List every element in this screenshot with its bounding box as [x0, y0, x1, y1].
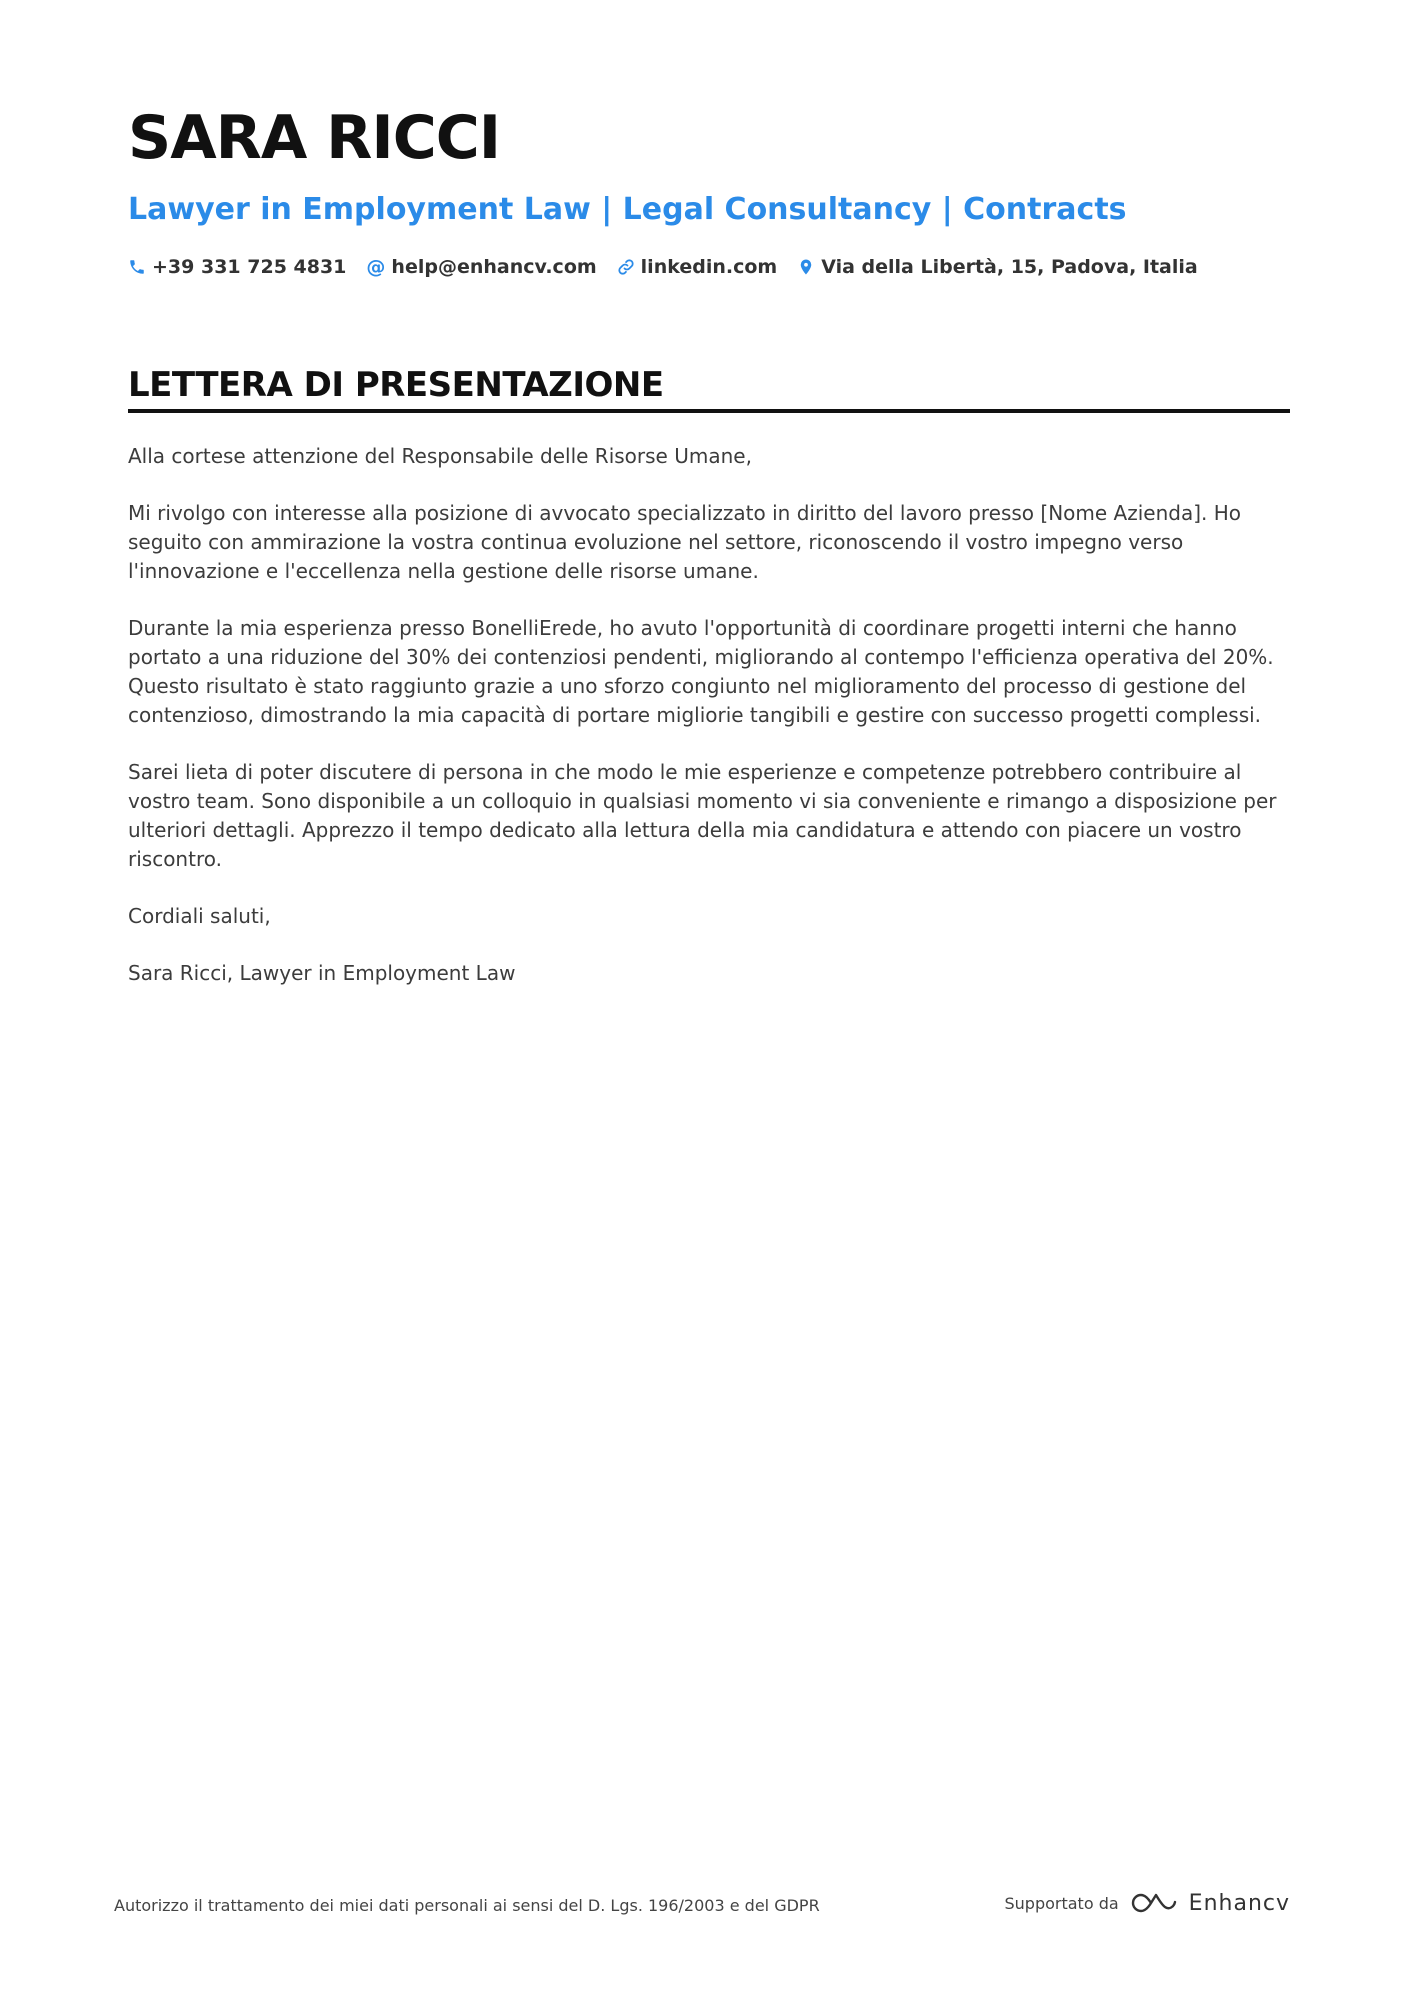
contact-address [797, 256, 1198, 278]
section-title: LETTERA DI PRESENTAZIONE [128, 365, 664, 405]
phone-number: +39 331 725 4831 [152, 256, 347, 278]
contact-email[interactable] [366, 256, 596, 278]
contact-bar [128, 256, 1218, 278]
contact-link[interactable] [617, 256, 778, 278]
address-text: Via della Libertà, 15, Padova, Italia [821, 256, 1198, 278]
enhancv-logo-icon [1131, 1890, 1179, 1916]
link-icon [617, 258, 635, 276]
contact-phone[interactable] [128, 256, 346, 278]
candidate-headline: Lawyer in Employment Law | Legal Consultancy | Contracts [128, 192, 1127, 227]
letter-signature: Sara Ricci, Lawyer in Employment Law [128, 961, 516, 985]
phone-icon [128, 258, 146, 276]
letter-paragraph: Sarei lieta di poter discutere di persona in che modo le mie esperienze e competenze potrebbero contribuire al vostro team. Sono disponibile a un colloquio in qualsiasi momento vi sia conveniente e rimango a disposizione per ulteriori dettagli. Apprezzo il tempo dedicato alla lettura della mia candidatura e attendo con piacere un vostro riscontro. [128, 760, 1277, 871]
location-pin-icon [797, 258, 815, 276]
consent-note: Autorizzo il trattamento dei miei dati personali ai sensi del D. Lgs. 196/2003 e del GDPR [114, 1896, 820, 1915]
letter-closing: Cordiali saluti, [128, 904, 271, 928]
letter-salutation: Alla cortese attenzione del Responsabile delle Risorse Umane, [128, 444, 752, 468]
brand-name: Enhancv [1188, 1890, 1290, 1916]
powered-by[interactable] [1005, 1890, 1291, 1916]
letter-body [128, 442, 1290, 1016]
powered-by-label: Supportato da [1004, 1893, 1119, 1913]
letter-paragraph: Mi rivolgo con interesse alla posizione di avvocato specializzato in diritto del lavoro presso [Nome Azienda]. Ho seguito con ammirazione la vostra continua evoluzione nel settore, riconoscendo il vostro impegno verso l'innovazione e l'eccellenza nella gestione delle risorse umane. [128, 501, 1242, 583]
candidate-name: SARA RICCI [128, 103, 501, 173]
section-divider [128, 409, 1290, 413]
profile-link: linkedin.com [640, 256, 778, 278]
letter-paragraph: Durante la mia esperienza presso BonelliErede, ho avuto l'opportunità di coordinare progetti interni che hanno portato a una riduzione del 30% dei contenziosi pendenti, migliorando al contempo l'efficienza operativa del 20%. Questo risultato è stato raggiunto grazie a uno sforzo congiunto nel miglioramento del processo di gestione del contenzioso, dimostrando la mia capacità di portare migliorie tangibili e gestire con successo progetti complessi. [128, 616, 1274, 727]
email-address: help@enhancv.com [391, 256, 597, 278]
at-icon: @ [366, 256, 386, 278]
